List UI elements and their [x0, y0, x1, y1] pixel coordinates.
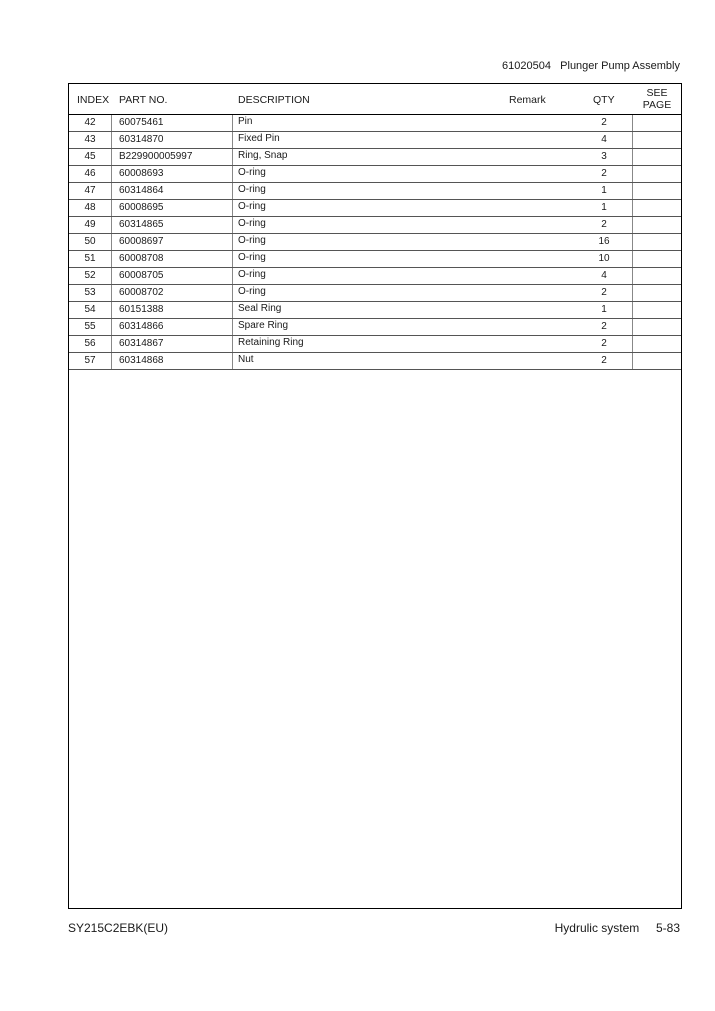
cell-qty: 4 — [601, 134, 607, 145]
table-row — [69, 132, 681, 149]
cell-description: O-ring — [238, 252, 266, 263]
table-row — [69, 319, 681, 336]
column-header-description: DESCRIPTION — [238, 94, 310, 106]
parts-table — [68, 83, 682, 909]
cell-part-no: 60008708 — [119, 253, 164, 264]
cell-part-no: 60314865 — [119, 219, 164, 230]
cell-description: Nut — [238, 354, 254, 365]
cell-qty: 10 — [598, 253, 610, 264]
cell-index: 45 — [84, 151, 96, 162]
cell-index: 49 — [84, 219, 96, 230]
cell-index: 52 — [84, 270, 96, 281]
column-header-index: INDEX — [77, 94, 110, 106]
cell-part-no: 60314864 — [119, 185, 164, 196]
column-header-part-no: PART NO. — [119, 94, 168, 106]
cell-part-no: 60151388 — [119, 304, 164, 315]
cell-qty: 3 — [601, 151, 607, 162]
cell-qty: 16 — [598, 236, 610, 247]
table-row — [69, 234, 681, 251]
cell-part-no: 60314870 — [119, 134, 164, 145]
cell-description: Fixed Pin — [238, 133, 280, 144]
see-page-line2: PAGE — [642, 99, 672, 111]
cell-qty: 2 — [601, 168, 607, 179]
cell-index: 51 — [84, 253, 96, 264]
cell-index: 55 — [84, 321, 96, 332]
cell-index: 47 — [84, 185, 96, 196]
cell-qty: 2 — [601, 321, 607, 332]
table-header — [69, 84, 681, 115]
cell-index: 50 — [84, 236, 96, 247]
cell-part-no: 60008695 — [119, 202, 164, 213]
column-header-qty: QTY — [593, 94, 615, 106]
page-title: 61020504 Plunger Pump Assembly — [502, 60, 680, 72]
cell-index: 56 — [84, 338, 96, 349]
column-header-remark: Remark — [509, 94, 546, 106]
cell-description: O-ring — [238, 167, 266, 178]
cell-description: O-ring — [238, 201, 266, 212]
cell-description: O-ring — [238, 218, 266, 229]
table-row — [69, 200, 681, 217]
cell-part-no: 60314866 — [119, 321, 164, 332]
cell-part-no: 60314868 — [119, 355, 164, 366]
table-body — [69, 115, 681, 370]
table-row — [69, 183, 681, 200]
cell-qty: 1 — [601, 185, 607, 196]
column-header-see-page — [635, 87, 679, 111]
cell-part-no: B229900005997 — [119, 151, 193, 162]
cell-index: 48 — [84, 202, 96, 213]
cell-description: O-ring — [238, 184, 266, 195]
cell-description: Pin — [238, 116, 253, 127]
table-row — [69, 268, 681, 285]
cell-qty: 2 — [601, 338, 607, 349]
cell-qty: 2 — [601, 219, 607, 230]
table-row — [69, 166, 681, 183]
cell-description: O-ring — [238, 269, 266, 280]
cell-description: O-ring — [238, 286, 266, 297]
see-page-line1: SEE — [646, 87, 668, 99]
cell-qty: 1 — [601, 304, 607, 315]
table-row — [69, 302, 681, 319]
table-row — [69, 217, 681, 234]
cell-qty: 2 — [601, 355, 607, 366]
cell-index: 46 — [84, 168, 96, 179]
cell-part-no: 60075461 — [119, 117, 164, 128]
cell-index: 43 — [84, 134, 96, 145]
cell-part-no: 60008705 — [119, 270, 164, 281]
cell-part-no: 60008702 — [119, 287, 164, 298]
cell-qty: 4 — [601, 270, 607, 281]
table-row — [69, 285, 681, 302]
footer-model: SY215C2EBK(EU) — [68, 921, 169, 935]
table-row — [69, 149, 681, 166]
cell-qty: 2 — [601, 287, 607, 298]
cell-part-no: 60008697 — [119, 236, 164, 247]
cell-description: Seal Ring — [238, 303, 282, 314]
table-row — [69, 251, 681, 268]
cell-part-no: 60008693 — [119, 168, 164, 179]
cell-index: 57 — [84, 355, 96, 366]
table-row — [69, 115, 681, 132]
cell-description: Ring, Snap — [238, 150, 288, 161]
cell-index: 42 — [84, 117, 96, 128]
cell-qty: 1 — [601, 202, 607, 213]
footer-section-page: Hydrulic system 5-83 — [554, 921, 680, 935]
cell-index: 53 — [84, 287, 96, 298]
cell-description: Spare Ring — [238, 320, 289, 331]
cell-qty: 2 — [601, 117, 607, 128]
cell-index: 54 — [84, 304, 96, 315]
cell-description: Retaining Ring — [238, 337, 304, 348]
cell-part-no: 60314867 — [119, 338, 164, 349]
table-row — [69, 353, 681, 370]
table-row — [69, 336, 681, 353]
cell-description: O-ring — [238, 235, 266, 246]
